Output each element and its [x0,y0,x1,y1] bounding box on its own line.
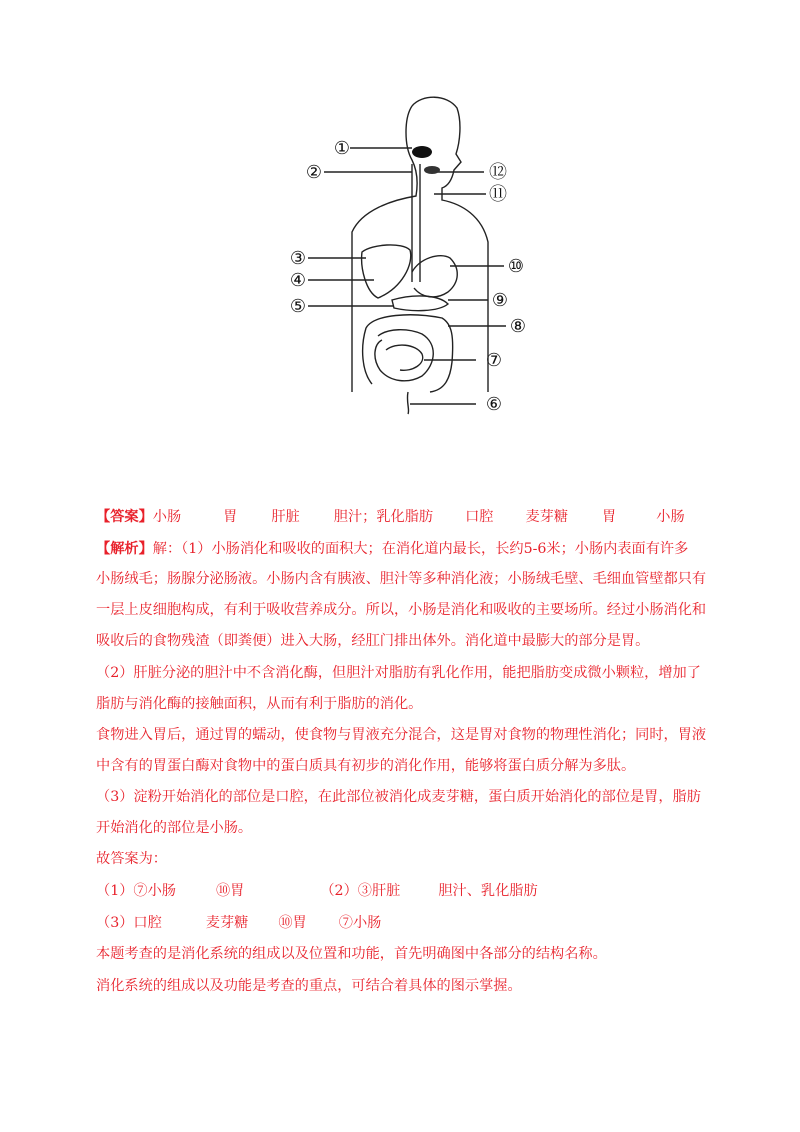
analysis-tag: 【解析】 [96,541,153,557]
label-5: ⑤ [289,296,307,317]
label-12: ⑫ [489,162,507,183]
label-4: ④ [289,270,307,291]
analysis-line-6: 脂肪与消化酶的接触面积，从而有利于脂肪的消化。 [96,696,423,712]
analysis-line-11: 故答案为： [96,851,167,867]
summary-line-2: 消化系统的组成以及功能是考查的重点，可结合着具体的图示掌握。 [96,978,522,994]
answer-item-2: 胃 [223,509,238,525]
answer-tag: 【答案】 [96,509,153,525]
label-7: ⑦ [485,350,503,371]
digestive-system-diagram [262,92,527,422]
label-2: ② [305,162,323,183]
analysis-line-7: 食物进入胃后，通过胃的蠕动，使食物与胃液充分混合，这是胃对食物的物理性消化；同时，胃液 [96,727,707,743]
analysis-line-10: 开始消化的部位是小肠。 [96,820,253,836]
answer-item-8: 小肠 [656,509,685,525]
analysis-line-8: 中含有的胃蛋白酶对食物中的蛋白质具有初步的消化作用，能够将蛋白质分解为多肽。 [96,758,636,774]
label-1: ① [333,138,351,159]
analysis-line-3: 一层上皮细胞构成，有利于吸收营养成分。所以，小肠是消化和吸收的主要场所。经过小肠消化和 [96,602,707,618]
answer-line [96,505,685,530]
analysis-line-1: 【解析】解：（1）小肠消化和吸收的面积大；在消化道内最长，长约5-6米；小肠内表面有许多 [96,541,689,557]
analysis-line-4: 吸收后的食物残渣（即粪便）进入大肠，经肛门排出体外。消化道中最膨大的部分是胃。 [96,633,650,649]
label-3: ③ [289,248,307,269]
summary-line-1: 本题考查的是消化系统的组成以及位置和功能，首先明确图中各部分的结构名称。 [96,946,607,962]
label-6: ⑥ [485,394,503,415]
label-8: ⑧ [509,316,527,337]
answer-item-6: 麦芽糖 [525,509,569,525]
final-answer-line-2: （3）口腔 麦芽糖 ⑩胃 ⑦小肠 [96,915,382,931]
label-10: ⑩ [507,256,525,277]
final-answer-line-1: （1）⑦小肠 ⑩胃 （2）③肝脏 胆汁、乳化脂肪 [96,883,538,899]
label-9: ⑨ [491,290,509,311]
label-11: ⑪ [489,184,507,205]
answer-item-7: 胃 [602,509,617,525]
answer-item-4: 胆汁；乳化脂肪 [333,509,434,525]
answer-item-3: 肝脏 [271,509,300,525]
analysis-line-2: 小肠绒毛；肠腺分泌肠液。小肠内含有胰液、胆汁等多种消化液；小肠绒毛壁、毛细血管壁都只有 [96,571,707,587]
answer-item-1: 小肠 [152,509,182,525]
analysis-line-9: （3）淀粉开始消化的部位是口腔，在此部位被消化成麦芽糖，蛋白质开始消化的部位是胃，脂肪 [96,789,701,805]
answer-item-5: 口腔 [465,509,494,525]
analysis-line-5: （2）肝脏分泌的胆汁中不含消化酶，但胆汁对脂肪有乳化作用，能把脂肪变成微小颗粒，增加了 [96,665,701,681]
